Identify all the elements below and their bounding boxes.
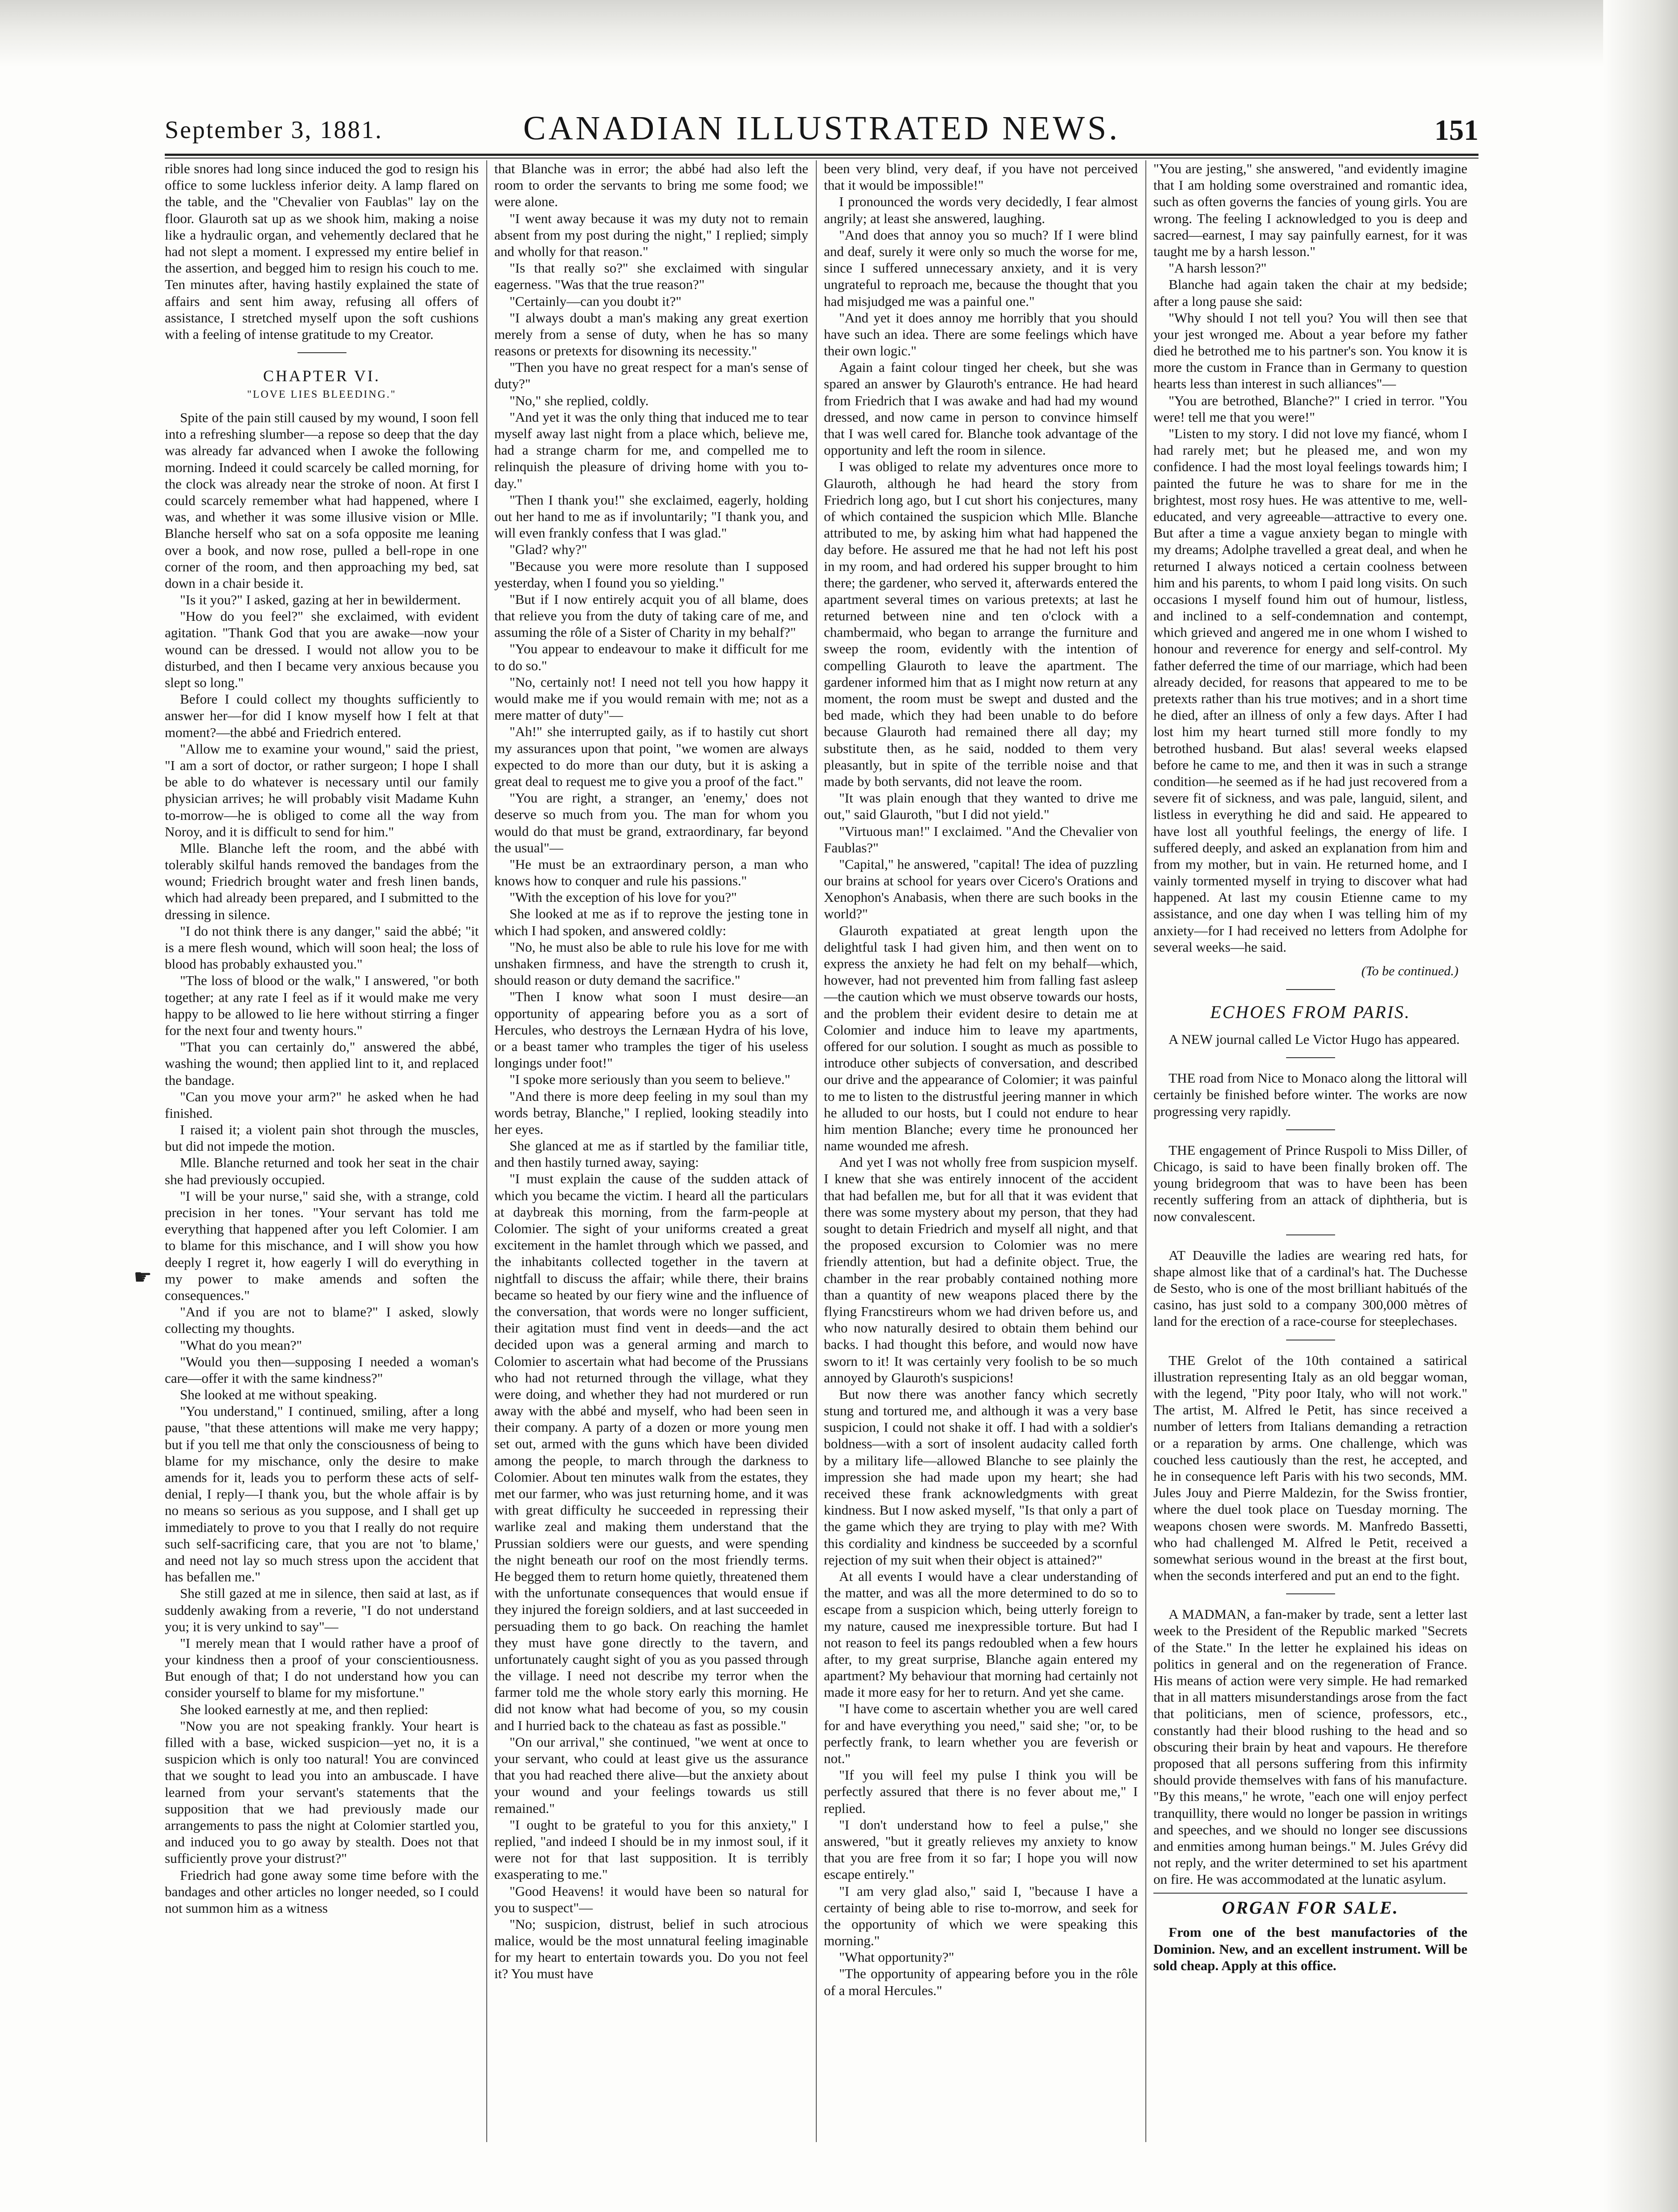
column-rule xyxy=(816,160,817,2142)
paragraph: She still gazed at me in silence, then said at last, as if suddenly awaking from a reverie, "I do not understand you; it is very unkind to say"— xyxy=(165,1585,479,1634)
paragraph: "I must explain the cause of the sudden attack of which you became the victim. I heard all the particulars at daybreak this morning, from the farm-people at Colomier. The sight of your uniforms created a great excitement in the hamlet through which we passed, and the inhabitants collected together in the tavern at nightfall to discuss the affair; while there, their brains became so heated by our fiery wine and the influence of the conversation, that words were no longer sufficient, their agitation must find vent in deeds—and the act decided upon was a general arming and march to Colomier to ascertain what had become of the Prussians who had not returned through the village, what they were doing, and whether they had not murdered or run away with the abbé and myself, who had been seen in their company. A party of a dozen or more young men set out, armed with the guns which have been divided among the people, to march through the darkness to Colomier. About ten minutes walk from the estates, they met our farmer, who was just returning home, and it was with great difficulty he succeeded in repressing their warlike zeal and making them understand that the Prussian soldiers were our guests, and were spending the night beneath our roof on the most friendly terms. He begged them to return home quietly, threatened them with the unfortunate consequences that would ensue if they injured the foreign soldiers, and at last succeeded in persuading them to go back. On reaching the hamlet they must have gone directly to the tavern, and unfortunately caught sight of you as you passed through the village. I need not describe my terror when the farmer told me the whole story early this morning. He did not know what had become of you, so my cousin and I hurried back to the chateau as fast as possible." xyxy=(494,1171,808,1733)
paragraph: Friedrich had gone away some time before with the bandages and other articles no longer needed, so I could not summon him as a witness xyxy=(165,1867,479,1916)
paragraph: I raised it; a violent pain shot through the muscles, but did not impede the motion. xyxy=(165,1122,479,1154)
news-item: THE engagement of Prince Ruspoli to Miss Diller, of Chicago, is said to have been finally broken off. The young bridegroom that was to have been has been recently suffering from an attack of diphtheria, but is now convalescent. xyxy=(1153,1142,1467,1224)
paragraph: "And there is more deep feeling in my soul than my words betray, Blanche," I replied, looking steadily into her eyes. xyxy=(494,1088,808,1137)
paragraph: "I ought to be grateful to you for this anxiety," I replied, "and indeed I should be in my inmost soul, if it were not for that last supposition. It is terribly exasperating to me." xyxy=(494,1817,808,1882)
paragraph: "I am very glad also," said I, "because I have a certainty of being able to rise to-morrow, and seek for the opportunity of which we were speaking this morning." xyxy=(824,1883,1138,1949)
paragraph: been very blind, very deaf, if you have not perceived that it would be impossible!" xyxy=(824,161,1138,193)
paragraph: "I merely mean that I would rather have a proof of your kindness then a proof of your conscientiousness. But enough of that; I do not understand how you can consider yourself to blame for my misfortune." xyxy=(165,1635,479,1701)
paragraph: "Then I know what soon I must desire—an opportunity of appearing before you as a sort of Hercules, who destroys the Lernæan Hydra of his love, or a beast tamer who tramples the tiger of his useless longings under foot!" xyxy=(494,989,808,1071)
paragraph: "You understand," I continued, smiling, after a long pause, "that these attentions will make me very happy; but if you tell me that only the consciousness of being to blame for my mischance, only the desire to make amends for it, leads you to perform these acts of self-denial, I reply—I thank you, but the whole affair is by no means so serious as you suppose, and I shall get up immediately to prove to you that I really do not require such self-sacrificing care, that you are not 'to blame,' and need not lay so much stress upon the accident that has befallen me." xyxy=(165,1403,479,1585)
news-item: THE Grelot of the 10th contained a satirical illustration representing Italy as an old beggar woman, with the legend, "Pity poor Italy, who will not work." The artist, M. Alfred le Petit, has since received a number of letters from Italians demanding a retraction or a reparation by arms. One challenge, which was couched less cautiously than the rest, he accepted, and he in consequence left Paris with his two seconds, MM. Jules Jouy and Pierre Maldezin, for the Swiss frontier, where the duel took place on Tuesday morning. The weapons chosen were swords. M. Manfredo Bassetti, who had challenged M. Alfred le Petit, received a somewhat serious wound in the breast at the first bout, when the seconds interfered and put an end to the fight. xyxy=(1153,1352,1467,1584)
paragraph: "Can you move your arm?" he asked when he had finished. xyxy=(165,1088,479,1121)
paragraph: "I will be your nurse," said she, with a strange, cold precision in her tones. "Your servant has told me everything that happened after you left Colomier. I am to blame for this mischance, and I will show you how deeply I regret it, how eagerly I will do everything in my power to make amends and soften the consequences." xyxy=(165,1188,479,1303)
paragraph: She looked earnestly at me, and then replied: xyxy=(180,1701,428,1717)
section-divider xyxy=(1153,1893,1467,1894)
paragraph: "What opportunity?" xyxy=(839,1949,954,1965)
section-divider xyxy=(1286,989,1335,990)
column-3 xyxy=(824,160,1138,2142)
paragraph: Before I could collect my thoughts sufficiently to answer her—for did I know myself how I felt at that moment?—the abbé and Friedrich entered. xyxy=(165,691,479,740)
echoes-heading: ECHOES FROM PARIS. xyxy=(1210,1002,1411,1022)
paragraph: Blanche had again taken the chair at my bedside; after a long pause she said: xyxy=(1153,277,1467,309)
paragraph: "Listen to my story. I did not love my fiancé, whom I had rarely met; but he pleased me, and won my confidence. I had the most loyal feelings towards him; I painted the future he was to share for me in the brightest, most rosy hues. He was attentive to me, well-educated, and very agreeable—attractive to every one. But after a time a vague anxiety began to mingle with my dreams; Adolphe travelled a great deal, and when he returned I always noticed a certain coolness between him and his parents, to whom I paid long visits. On such occasions I myself found him out of humour, listless, and inclined to a self-condemnation and contempt, which grieved and angered me in one whom I wished to honour and reverence for energy and self-control. My father deferred the time of our marriage, which had been already decided, for reasons that appeared to me to be pretexts rather than his true motives; and in a short time he died, after an illness of only a few days. After I had lost him my heart turned still more fondly to my betrothed husband. But alas! several weeks elapsed before he came to me, and then it was in such a strange condition—he seemed as if he had just recovered from a severe fit of sickness, and was pale, languid, silent, and listless in everything he did and said. He appeared to have lost all youthful feelings, the energy of life. I suffered deeply, and asked an explanation from him and from my mother, but in vain. He returned home, and I vainly tormented myself in trying to discover what had happened. At last my cousin Etienne came to my assistance, and one day when I was telling him of my anxiety—for I had received no letters from Adolphe for several weeks—he said. xyxy=(1153,426,1467,955)
column-1 xyxy=(165,160,479,2142)
paragraph: "The opportunity of appearing before you in the rôle of a moral Hercules." xyxy=(824,1966,1138,1998)
paragraph: "If you will feel my pulse I think you will be perfectly assured that there is no fever about me," I replied. xyxy=(824,1767,1138,1816)
section-divider xyxy=(1286,1234,1335,1235)
paragraph: "Capital," he answered, "capital! The idea of puzzling our brains at school for years over Cicero's Orations and Xenophon's Anabasis, when there are such books in the world?" xyxy=(824,856,1138,922)
paragraph: "You are jesting," she answered, "and evidently imagine that I am holding some overstrained and romantic idea, such as often governs the fancies of young girls. You are wrong. The feeling I acknowledged to you is deep and sacred—earnest, I may say painfully earnest, for it was taught me by a harsh lesson." xyxy=(1153,161,1467,259)
paragraph: "I always doubt a man's making any great exertion merely from a sense of duty, when he has so many reasons or pretexts for disowning its necessity." xyxy=(494,310,808,359)
news-item: AT Deauville the ladies are wearing red hats, for shape almost like that of a cardinal's hat. The Duchesse de Sesto, who is one of the most brilliant habitués of the casino, has just sold to a company 300,000 mètres of land for the erection of a race-course for steeplechases. xyxy=(1153,1247,1467,1329)
column-2 xyxy=(494,160,808,2142)
paragraph: "Then you have no great respect for a man's sense of duty?" xyxy=(494,359,808,392)
paragraph: "Then I thank you!" she exclaimed, eagerly, holding out her hand to me as if involuntarily; "I thank you, and will even frankly confess that I was glad." xyxy=(494,492,808,541)
scan-shadow-right xyxy=(1603,0,1678,2212)
paragraph: "No," she replied, coldly. xyxy=(509,392,649,408)
paragraph: "Is that really so?" she exclaimed with singular eagerness. "Was that the true reason?" xyxy=(494,260,808,293)
column-rule xyxy=(1145,160,1146,2142)
paragraph: "You are betrothed, Blanche?" I cried in terror. "You were! tell me that you were!" xyxy=(1153,392,1467,425)
column-4 xyxy=(1153,160,1467,2142)
advert-heading: ORGAN FOR SALE. xyxy=(1222,1898,1399,1918)
paragraph: At all events I would have a clear understanding of the matter, and was all the more determined to do so to escape from a suspicion which, being utterly foreign to my nature, caused me inexpressible torture. But had I not reason to feel its pangs redoubled when a few hours after, to my great surprise, Blanche again entered my apartment? My behaviour that morning had certainly not made it more easy for her to return. And yet she came. xyxy=(824,1568,1138,1700)
paragraph: "I have come to ascertain whether you are well cared for and have everything you need," said she; "or, to be perfectly frank, to learn whether you are feverish or not." xyxy=(824,1701,1138,1766)
paragraph: She glanced at me as if startled by the familiar title, and then hastily turned away, saying: xyxy=(494,1138,808,1170)
chapter-subtitle: "LOVE LIES BLEEDING." xyxy=(247,389,397,401)
paragraph: Glauroth expatiated at great length upon the delightful task I had given him, and then went on to express the anxiety he had felt on my behalf—which, however, had not prevented him from falling fast asleep—the caution which we must observe towards our hosts, and the problem their evident desire to detain me at Colomier and induce him to leave my apartments, offered for our solution. I sought as much as possible to introduce other subjects of conversation, and described our drive and the appearance of Colomier; it was painful to me to listen to the distrustful jeering manner in which he alluded to our hosts, but I could not endure to hear him mention Blanche; every time he pronounced her name wounded me afresh. xyxy=(824,922,1138,1154)
paragraph: "You appear to endeavour to make it difficult for me to do so." xyxy=(494,641,808,673)
paragraph: "But if I now entirely acquit you of all blame, does that relieve you from the duty of taking care of me, and assuming the rôle of a Sister of Charity in my behalf?" xyxy=(494,591,808,640)
paragraph: "A harsh lesson?" xyxy=(1169,260,1267,276)
section-divider xyxy=(1286,1593,1335,1594)
paragraph: "No; suspicion, distrust, belief in such atrocious malice, would be the most unnatural feeling imaginable for my heart to entertain towards you. Do you not feel it? You must have xyxy=(494,1916,808,1982)
chapter-heading: CHAPTER VI. xyxy=(263,367,381,385)
paragraph: "He must be an extraordinary person, a man who knows how to conquer and rule his passions." xyxy=(494,856,808,889)
section-divider xyxy=(1286,1129,1335,1130)
paragraph: "Now you are not speaking frankly. Your heart is filled with a base, wicked suspicion—yet no, it is a suspicion which is only too natural! You are convinced that we sought to lead you into an ambuscade. I have learned from your servant's statements that the supposition that we had previously made our arrangements to pass the night at Colomier startled you, and induced you to go away by stealth. Does not that sufficiently prove your distrust?" xyxy=(165,1718,479,1866)
paragraph: "I do not think there is any danger," said the abbé; "it is a mere flesh wound, which will soon heal; the loss of blood has probably exhausted you." xyxy=(165,923,479,972)
news-item: A NEW journal called Le Victor Hugo has appeared. xyxy=(1169,1031,1460,1047)
paragraph: "Would you then—supposing I needed a woman's care—offer it with the same kindness?" xyxy=(165,1353,479,1386)
paragraph: "That you can certainly do," answered the abbé, washing the wound; then applied lint to it, and replaced the bandage. xyxy=(165,1039,479,1088)
column-rule xyxy=(486,160,487,2142)
paragraph: But now there was another fancy which secretly stung and tortured me, and although it was a very base suspicion, I could not shake it off. I had with a soldier's boldness—with a sort of insolent audacity called forth by a military life—allowed Blanche to see plainly the impression she had made upon my heart; she had received these frank acknowledgments with great kindness. But I now asked myself, "Is that only a part of the game which they are trying to play with me? With this cordiality and kindness be succeeded by a scornful rejection of my suit when their object is attained?" xyxy=(824,1386,1138,1568)
paragraph: Mlle. Blanche returned and took her seat in the chair she had previously occupied. xyxy=(165,1155,479,1187)
pointing-hand-icon: ☛ xyxy=(134,1266,152,1288)
paragraph: "On our arrival," she continued, "we went at once to your servant, who could at least give us the assurance that you had reached there alive—but the anxiety about your wound and your feelings towards us still remained." xyxy=(494,1734,808,1816)
paragraph: And yet I was not wholly free from suspicion myself. I knew that she was entirely innocent of the accident that had befallen me, but for all that it was evident that there was some mystery about my person, that they had sought to detain Friedrich and myself all night, and that the proposed excursion to Colomier was no mere friendly attention, but had a definite object. True, the chamber in the rear probably contained nothing more than a quantity of new weapons placed there by the flying Francstireurs whom we had driven before us, and who now naturally desired to obtain them behind our backs. I had thought this before, and would now have sworn to it! It was certainly very foolish to be so much annoyed by Glauroth's suspicions! xyxy=(824,1154,1138,1385)
paragraph: "The loss of blood or the walk," I answered, "or both together; at any rate I feel as if it would make me very happy to be allowed to lie here without stirring a finger for the next four and twenty hours." xyxy=(165,973,479,1038)
paragraph: "Is it you?" I asked, gazing at her in bewilderment. xyxy=(180,592,461,608)
paragraph: rible snores had long since induced the god to resign his office to some luckless inferior deity. A lamp flared on the table, and the "Chevalier von Faublas" lay on the floor. Glauroth sat up as we shook him, making a noise like a hydraulic organ, and vehemently declared that he had not slept a moment. I expressed my entire belief in the assertion, and begged him to resign his couch to me. Ten minutes after, having hastily explained the state of affairs and sent him away, refusing all offers of assistance, I stretched myself upon the soft cushions with a feeling of intense gratitude to my Creator. xyxy=(165,161,479,342)
section-divider xyxy=(297,352,346,353)
scan-shadow-top xyxy=(0,0,1678,67)
paragraph: I was obliged to relate my adventures once more to Glauroth, although he had heard the story from Friedrich long ago, but I cut short his conjectures, many of which contained the suspicion which Mlle. Blanche attributed to me, by asking him what had happened the day before. He assured me that he had not left his post in my room, and had ordered his supper brought to him there; the gardener, who served it, afterwards entered the apartment several times on various pretexts; at last he returned between nine and ten o'clock with a chambermaid, who began to arrange the furniture and sweep the room, evidently with the intention of compelling Glauroth to leave the apartment. The gardener informed him that as I might now return at any moment, the room must be swept and dusted and the bed made, which they had been unable to do before because Glauroth had remained there all day; my substitute then, as he said, nodded to them very pleasantly, but in spite of the terrible noise and that made by both servants, did not leave the room. xyxy=(824,459,1138,789)
paragraph: "And yet it does annoy me horribly that you should have such an idea. There are some feelings which have their own logic." xyxy=(824,310,1138,359)
paragraph: "No, he must also be able to rule his love for me with unshaken firmness, and have the strength to crush it, should reason or duty demand the sacrifice." xyxy=(494,939,808,988)
paragraph: I pronounced the words very decidedly, I fear almost angrily; at least she answered, laughing. xyxy=(824,194,1138,226)
paragraph: "Glad? why?" xyxy=(509,542,587,558)
issue-date: September 3, 1881. xyxy=(165,116,383,144)
paragraph: "Virtuous man!" I exclaimed. "And the Chevalier von Faublas?" xyxy=(824,823,1138,855)
paragraph: "Allow me to examine your wound," said the priest, "I am a sort of doctor, or rather surgeon; I hope I shall be able to do whatever is necessary until our family physician arrives; he will probably visit Madame Kuhn to-morrow—he is obliged to come all the way from Noroy, and it is difficult to send for him." xyxy=(165,741,479,839)
paragraph: "I went away because it was my duty not to remain absent from my post during the night," I replied; simply and wholly for that reason." xyxy=(494,210,808,259)
page-number: 151 xyxy=(1434,114,1478,147)
paragraph: "It was plain enough that they wanted to drive me out," said Glauroth, "but I did not yield." xyxy=(824,790,1138,823)
news-item: A MADMAN, a fan-maker by trade, sent a letter last week to the President of the Republic marked "Secrets of the State." In the letter he explained his ideas on politics in general and on the regeneration of France. His means of action were very simple. He had remarked that in all matters misunderstandings arose from the fact that politicians, men of science, professors, etc., constantly had their blood rushing to the head and so obscuring their brain by heat and vapours. He therefore proposed that all persons suffering from this infirmity should provide themselves with fans of his manufacture. "By this means," he wrote, "each one will enjoy perfect tranquillity, there would no longer be passion in writings and speeches, and we should no longer see discussions and enmities among human beings." M. Jules Grévy did not reply, and the writer determined to set his apartment on fire. He was accommodated at the lunatic asylum. xyxy=(1153,1606,1467,1887)
paragraph: "No, certainly not! I need not tell you how happy it would make me if you would remain with me; not as a mere matter of duty"— xyxy=(494,674,808,723)
paragraph: that Blanche was in error; the abbé had also left the room to order the servants to bring me some food; we were alone. xyxy=(494,161,808,210)
page-header xyxy=(165,109,1478,147)
paragraph: "And does that annoy you so much? If I were blind and deaf, surely it were only so much the worse for me, since I suffered unnecessary anxiety, and it is very ungrateful to reproach me, because the thought that you had misjudged me was a painful one." xyxy=(824,227,1138,309)
paragraph: "With the exception of his love for you?" xyxy=(509,889,737,905)
paragraph: "And yet it was the only thing that induced me to tear myself away last night from a place which, believe me, had a strange charm for me, and compelled me to relinquish the pleasure of driving home with you to-day." xyxy=(494,409,808,491)
paragraph: "You are right, a stranger, an 'enemy,' does not deserve so much from you. The man for whom you would do that must be grand, extraordinary, far beyond the usual"— xyxy=(494,790,808,855)
paragraph: "What do you mean?" xyxy=(180,1337,302,1353)
paragraph: "Good Heavens! it would have been so natural for you to suspect"— xyxy=(494,1883,808,1915)
paragraph: Mlle. Blanche left the room, and the abbé with tolerably skilful hands removed the bandages from the wound; Friedrich brought water and fresh linen bands, which had already been prepared, and I submitted to the dressing in silence. xyxy=(165,840,479,922)
to-be-continued: (To be continued.) xyxy=(1361,964,1458,978)
section-divider xyxy=(1286,1057,1335,1058)
paragraph: "I spoke more seriously than you seem to believe." xyxy=(509,1071,790,1088)
paragraph: She looked at me without speaking. xyxy=(180,1387,377,1403)
paragraph: Spite of the pain still caused by my wound, I soon fell into a refreshing slumber—a repose so deep that the day was already far advanced when I awoke the following morning. Indeed it could scarcely be called morning, for the clock was already near the stroke of noon. At first I could scarcely remember what had happened, where I was, and whether it was some illusive vision or Mlle. Blanche herself who sat on a sofa opposite me leaning over a book, and now rose, pulled a bell-rope in one corner of the room, and then approaching my bed, sat down in a chair beside it. xyxy=(165,410,479,591)
paragraph: "How do you feel?" she exclaimed, with evident agitation. "Thank God that you are awake—now your wound can be dressed. I would not allow you to be disturbed, and then I became very anxious because you slept so long." xyxy=(165,608,479,691)
paragraph: "Why should I not tell you? You will then see that your jest wronged me. About a year before my father died he betrothed me to his partner's son. You know it is more the custom in France than in Germany to question hearts less than interest in such alliances"— xyxy=(1153,310,1467,392)
masthead-title: CANADIAN ILLUSTRATED NEWS. xyxy=(523,110,1120,147)
paragraph: "I don't understand how to feel a pulse," she answered, "but it greatly relieves my anxiety to know that you are free from it so far; I hope you will now escape entirely." xyxy=(824,1817,1138,1882)
paragraph: "Certainly—can you doubt it?" xyxy=(509,293,682,309)
paragraph: "Because you were more resolute than I supposed yesterday, when I found you so yielding." xyxy=(494,558,808,591)
paragraph: "Ah!" she interrupted gaily, as if to hastily cut short my assurances upon that point, "we women are always expected to do more than our duty, but it is asking a great deal to request me to give you a proof of the fact." xyxy=(494,724,808,789)
paragraph: "And if you are not to blame?" I asked, slowly collecting my thoughts. xyxy=(165,1304,479,1336)
header-rule xyxy=(165,154,1478,159)
paragraph: She looked at me as if to reprove the jesting tone in which I had spoken, and answered coldly: xyxy=(494,906,808,938)
paragraph: Again a faint colour tinged her cheek, but she was spared an answer by Glauroth's entrance. He had heard from Friedrich that I was awake and had had my wound dressed, and now came in person to convince himself that I was well cared for. Blanche took advantage of the opportunity and left the room in silence. xyxy=(824,359,1138,458)
advert-text: From one of the best manufactories of the Dominion. New, and an excellent instrument. Will be sold cheap. Apply at this office. xyxy=(1153,1924,1467,1973)
news-item: THE road from Nice to Monaco along the littoral will certainly be finished before winter. The works are now progressing very rapidly. xyxy=(1153,1070,1467,1119)
